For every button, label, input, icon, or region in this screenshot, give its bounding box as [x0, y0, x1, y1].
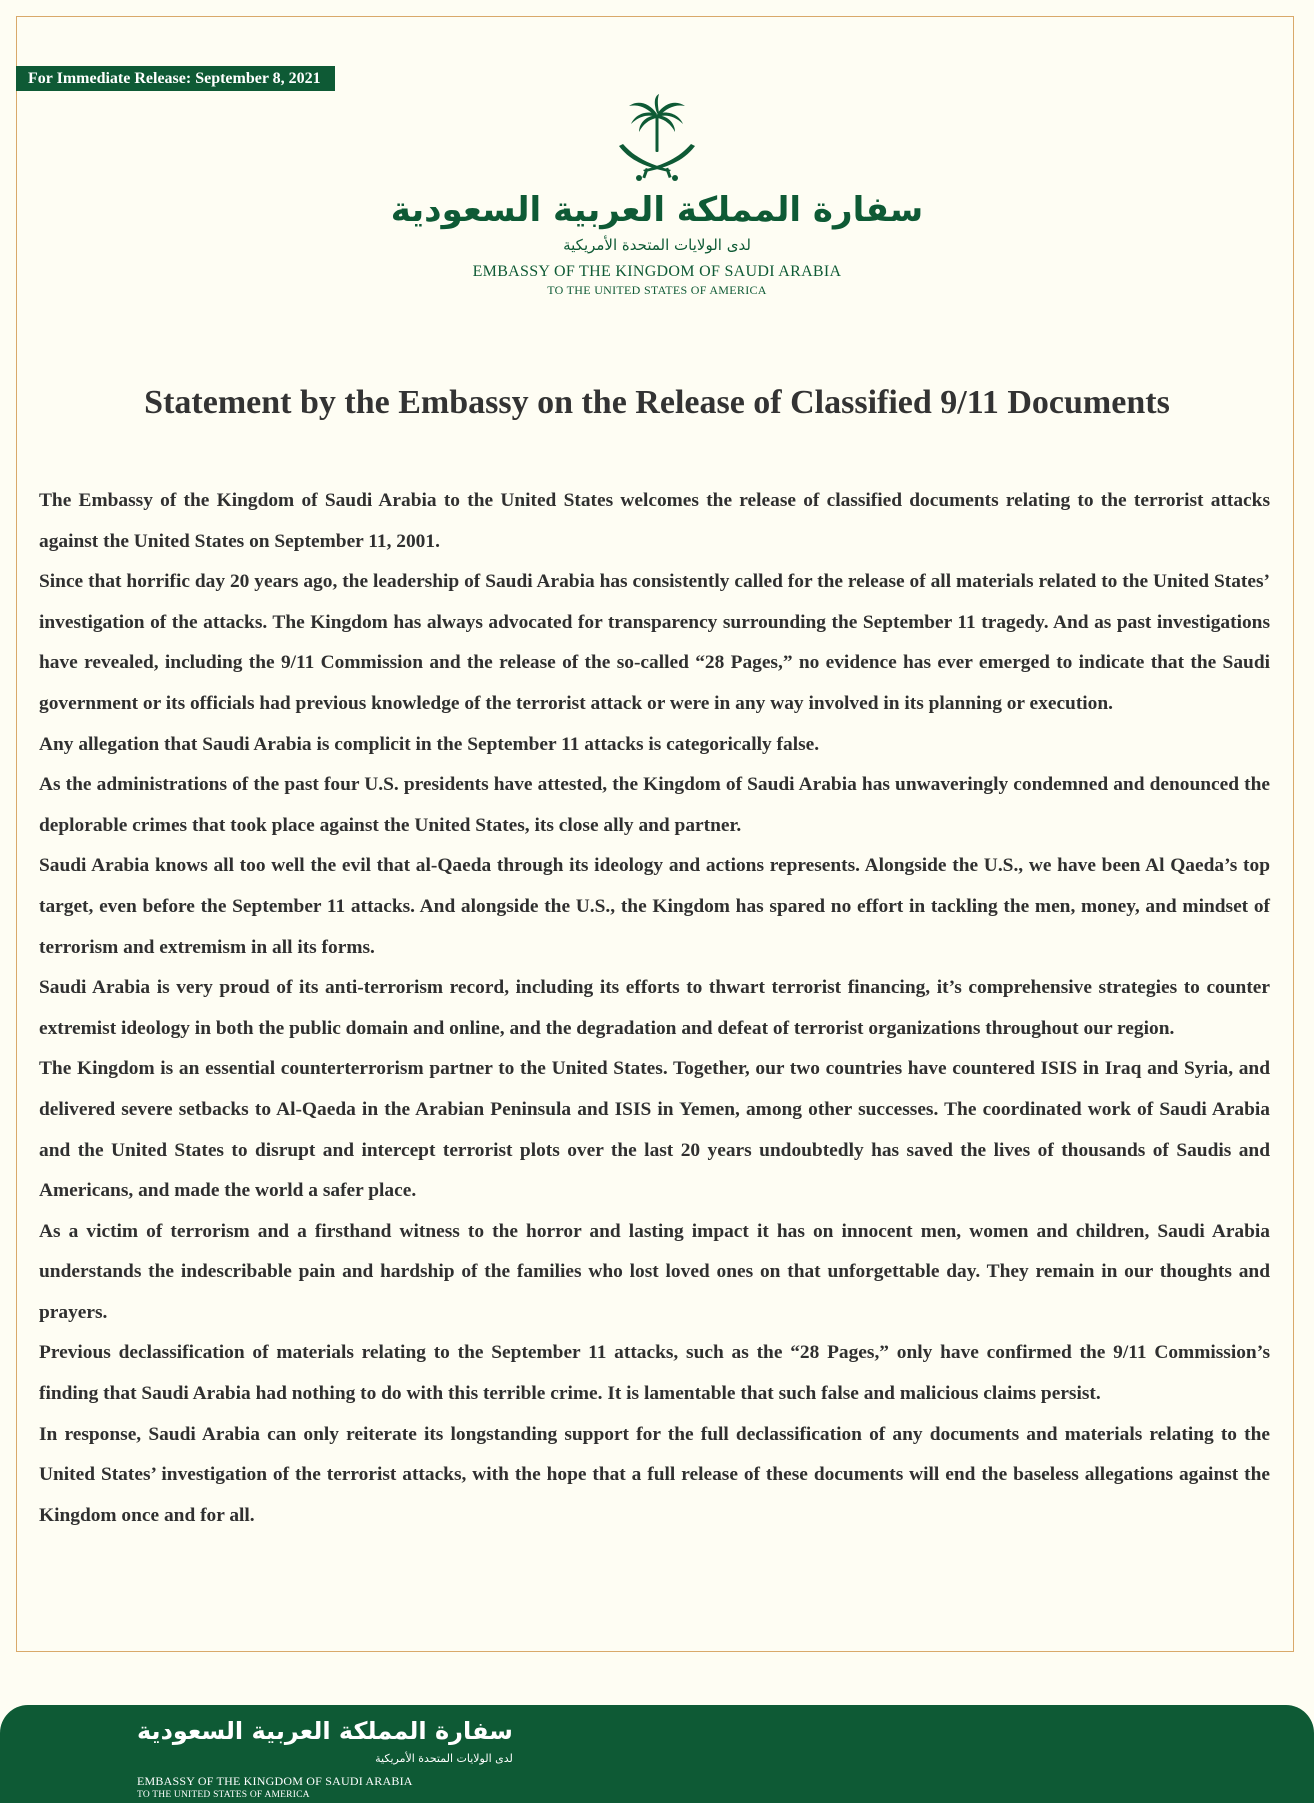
footer-embassy-logo	[137, 1715, 513, 1802]
statement-paragraph: Saudi Arabia is very proud of its anti-terrorism record, including its efforts to thwart terrorist financing, it’s comprehensive strategies to counter extremist ideology in both the public domain and online, and the degradation and defeat of terrorist organizations throughout our region.	[39, 977, 1270, 1039]
footer-arabic-subtitle: لدى الولايات المتحدة الأمريكية	[375, 1752, 513, 1765]
statement-paragraph: Previous declassification of materials relating to the September 11 attacks, such as the “28 Pages,” only have confirmed the 9/11 Commission’s finding that Saudi Arabia had nothing to do with this terrible crime. It is lamentable that such false and malicious claims persist.	[39, 1342, 1270, 1405]
embassy-english-subtitle: TO THE UNITED STATES OF AMERICA	[547, 283, 767, 297]
embassy-header-logo	[0, 92, 1314, 299]
statement-paragraph: In response, Saudi Arabia can only reiterate its longstanding support for the full declassification of any documents and materials relating to the United States’ investigation of the terrorist attacks, with the hope that a full release of these documents will end the baseless allegations against the Kingdom once and for all.	[39, 1423, 1270, 1526]
footer-arabic-name: سفارة المملكة العربية السعودية	[137, 1717, 513, 1745]
release-date-tag: For Immediate Release: September 8, 2021	[16, 66, 335, 91]
footer-band	[0, 1705, 1314, 1803]
statement-paragraph: As the administrations of the past four U.S. presidents have attested, the Kingdom of Saudi Arabia has unwaveringly condemned and denounced the deplorable crimes that took place against the United States, its close ally and partner.	[39, 774, 1270, 836]
statement-paragraph: Any allegation that Saudi Arabia is complicit in the September 11 attacks is categorically false.	[39, 733, 820, 755]
footer-english-name: EMBASSY OF THE KINGDOM OF SAUDI ARABIA	[137, 1774, 413, 1788]
statement-title: Statement by the Embassy on the Release of Classified 9/11 Documents	[144, 384, 1170, 421]
statement-paragraph: Since that horrific day 20 years ago, the leadership of Saudi Arabia has consistently called for the release of all materials related to the United States’ investigation of the attacks. The Kingdom has always advocated for transparency surrounding the September 11 tragedy. And as past investigations have revealed, including the 9/11 Commission and the release of the so-called “28 Pages,” no evidence has ever emerged to indicate that the Saudi government or its officials had previous knowledge of the terrorist attack or were in any way involved in its planning or execution.	[39, 571, 1270, 714]
statement-paragraph: The Kingdom is an essential counterterrorism partner to the United States. Together, our two countries have countered ISIS in Iraq and Syria, and delivered severe setbacks to Al-Qaeda in the Arabian Peninsula and ISIS in Yemen, among other successes. The coordinated work of Saudi Arabia and the United States to disrupt and intercept terrorist plots over the last 20 years undoubtedly has saved the lives of thousands of Saudis and Americans, and made the world a safer place.	[39, 1058, 1270, 1202]
embassy-arabic-name: سفارة المملكة العربية السعودية	[390, 190, 924, 230]
statement-paragraph: As a victim of terrorism and a firsthand witness to the horror and lasting impact it has on innocent men, women and children, Saudi Arabia understands the indescribable pain and hardship of the families who lost loved ones on that unforgettable day. They remain in our thoughts and prayers.	[39, 1220, 1270, 1323]
statement-paragraph: The Embassy of the Kingdom of Saudi Arabia to the United States welcomes the release of classified documents relating to the terrorist attacks against the United States on September 11, 2001.	[39, 490, 1270, 552]
embassy-arabic-subtitle: لدى الولايات المتحدة الأمريكية	[563, 236, 751, 254]
footer-english-subtitle: TO THE UNITED STATES OF AMERICA	[137, 1790, 310, 1800]
statement-paragraph: Saudi Arabia knows all too well the evil that al-Qaeda through its ideology and actions represents. Alongside the U.S., we have been Al Qaeda’s top target, even before the September 11 attacks. And alongside the U.S., the Kingdom has spared no effort in tackling the men, money, and mindset of terrorism and extremism in all its forms.	[39, 855, 1270, 958]
saudi-palm-and-crossed-swords-emblem-icon	[609, 92, 705, 184]
embassy-english-name: EMBASSY OF THE KINGDOM OF SAUDI ARABIA	[472, 263, 842, 280]
statement-body	[39, 481, 1270, 1536]
